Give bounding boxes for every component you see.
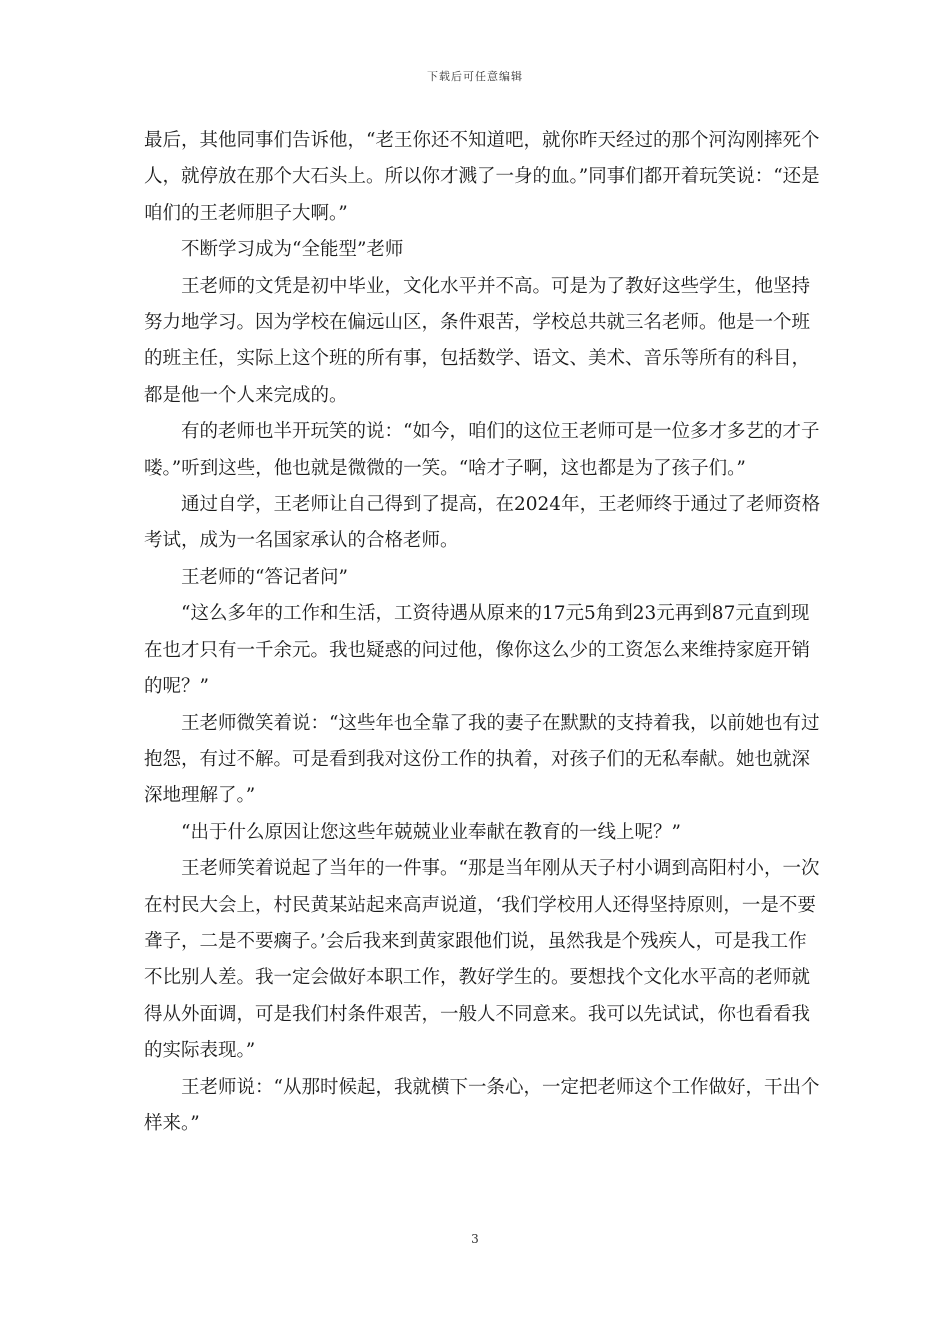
- section-heading: 不断学习成为“全能型”老师: [181, 239, 404, 261]
- paragraph: 通过自学，王老师让自己得到了提高，在2024年，王老师终于通过了老师资格考试，成为一名国家承认的合格老师。: [144, 494, 821, 552]
- section-heading: 王老师的“答记者问”: [181, 566, 348, 588]
- paragraph: 王老师的文凭是初中毕业，文化水平并不高。可是为了教好这些学生，他坚持努力地学习。因为学校在偏远山区，条件艰苦，学校总共就三名老师。他是一个班的班主任，实际上这个班的所有事，包括数学、语文、美术、音乐等所有的科目，都是他一个人来完成的。: [144, 275, 811, 406]
- page-header: 下载后可任意编辑: [427, 70, 523, 83]
- paragraph: 王老师微笑着说：“这些年也全靠了我的妻子在默默的支持着我，以前她也有过抱怨，有过不解。可是看到我对这份工作的执着，对孩子们的无私奉献。她也就深深地理解了。”: [144, 712, 820, 807]
- paragraph: “出于什么原因让您这些年兢兢业业奉献在教育的一线上呢？”: [181, 821, 681, 843]
- paragraph: 王老师笑着说起了当年的一件事。“那是当年刚从天子村小调到高阳村小，一次在村民大会上，村民黄某站起来高声说道，‘我们学校用人还得坚持原则，一是不要聋子，二是不要瘸子。’会后我来到黄家跟他们说，虽然我是个残疾人，可是我工作不比别人差。我一定会做好本职工作，教好学生的。要想找个文化水平高的老师就得从外面调，可是我们村条件艰苦，一般人不同意来。我可以先试试，你也看看我的实际表现。”: [144, 858, 820, 1062]
- paragraph: 最后，其他同事们告诉他，“老王你还不知道吧，就你昨天经过的那个河沟刚摔死个人，就停放在那个大石头上。所以你才溅了一身的血。”同事们都开着玩笑说：“还是咱们的王老师胆子大啊。”: [144, 130, 820, 224]
- document-body: [144, 123, 824, 1142]
- paragraph: 有的老师也半开玩笑的说：“如今，咱们的这位王老师可是一位多才多艺的才子喽。”听到这些，他也就是微微的一笑。“啥才子啊，这也都是为了孩子们。”: [144, 421, 820, 479]
- paragraph: 王老师说：“从那时候起，我就横下一条心，一定把老师这个工作做好，干出个样来。”: [144, 1076, 820, 1134]
- page-number: 3: [471, 1232, 479, 1246]
- paragraph: “这么多年的工作和生活，工资待遇从原来的17元5角到23元再到87元直到现在也才只有一千余元。我也疑惑的问过他，像你这么少的工资怎么来维持家庭开销的呢？”: [144, 603, 811, 698]
